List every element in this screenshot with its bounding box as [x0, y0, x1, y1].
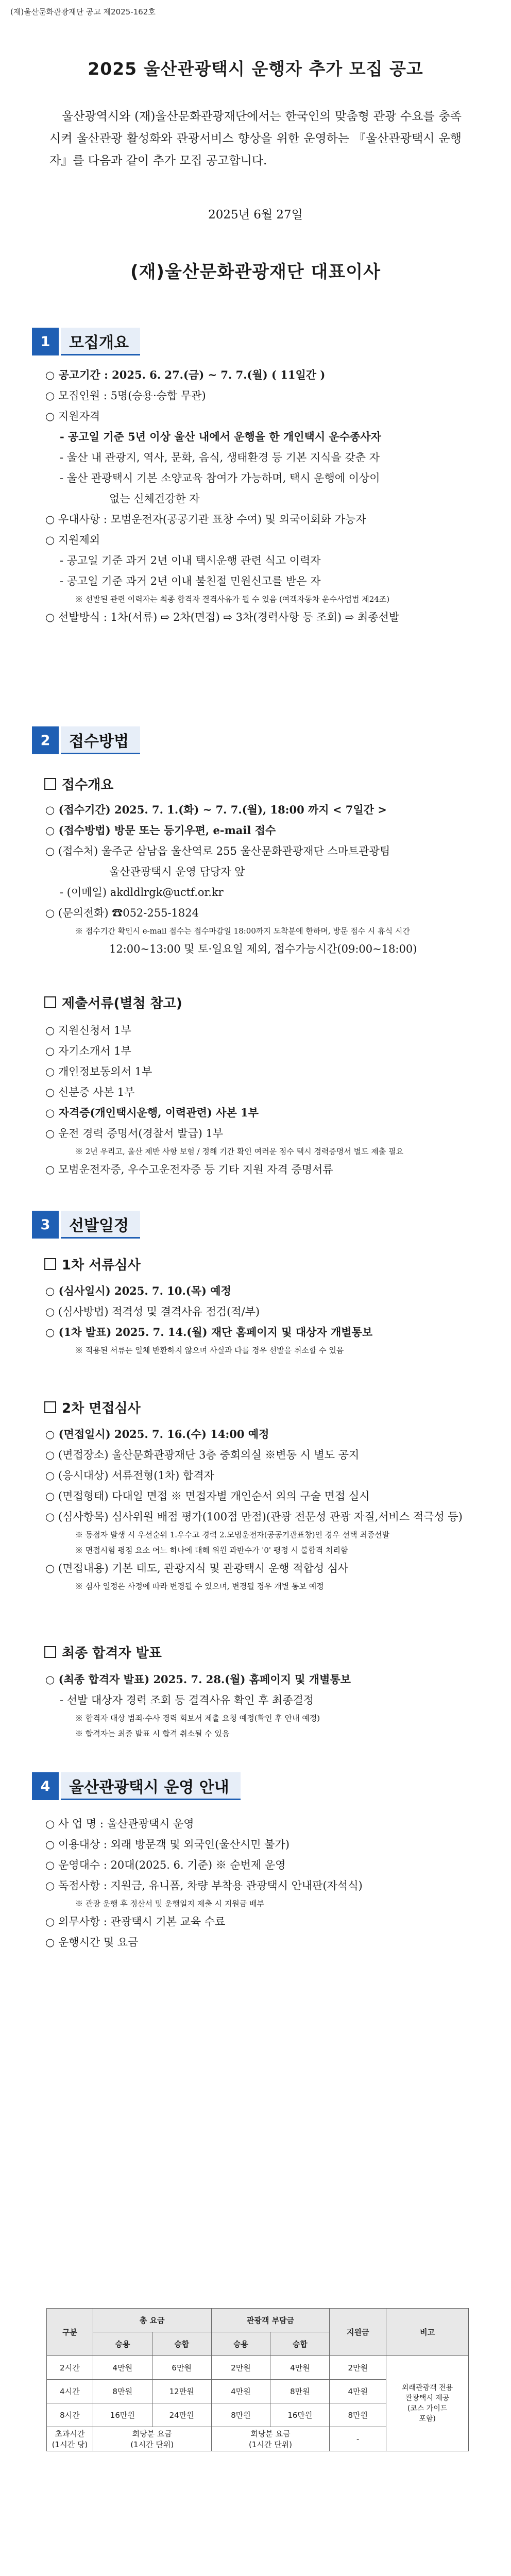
- intro-text: 울산광역시와 (재)울산문화관광재단에서는 한국인의 맞춤형 관광 수요를 충족시켜 울산관광 활성화와 관광서비스 향상을 위한 운영하는 『울산관광택시 운행자』를 다음과 같이 추가 모집 공고합니다.: [49, 110, 462, 167]
- subheading-receipt-overview: 접수개요: [62, 777, 114, 793]
- table-cell: -: [330, 2427, 386, 2451]
- fare-header-total: 총 요금: [93, 2309, 211, 2332]
- table-cell: 4만원: [211, 2380, 270, 2403]
- table-cell: 24만원: [152, 2403, 211, 2427]
- table-cell: 4만원: [330, 2380, 386, 2403]
- table-cell: 초과시간 (1시간 당): [47, 2427, 93, 2451]
- text-line: ※ 면접시험 평점 요소 어느 하나에 대해 위원 과반수가 '0' 평정 시 불합격 처리함: [75, 1546, 348, 1555]
- text-line: - 공고일 기준 5년 이상 울산 내에서 운행을 한 개인택시 운수종사자: [60, 430, 381, 443]
- fare-header-support: 지원금: [330, 2309, 386, 2356]
- section-number: 4: [32, 1772, 59, 1800]
- text-line: ※ 동점자 발생 시 우선순위 1.우수고 경력 2.모범운전자(공공기관표창)인 경우 선택 최종선발: [75, 1530, 390, 1539]
- section-4-body: [45, 1814, 468, 1953]
- section-number: 1: [32, 328, 59, 355]
- text-line: ※ 2년 우리고, 울산 제반 사항 보험 / 정해 기간 확인 여러운 점수 택시 경력증명서 별도 제출 필요: [75, 1147, 404, 1156]
- text-line: ○ 선발방식 : 1차(서류) ⇨ 2차(면접) ⇨ 3차(경력사항 등 조회) ⇨ 최종선발: [45, 611, 400, 623]
- table-cell: 8만원: [211, 2403, 270, 2427]
- text-line: ○ 운행시간 및 요금: [45, 1936, 139, 1948]
- text-line: 없는 신체건강한 자: [109, 493, 200, 505]
- organization-name: (재)울산문화관광재단 대표이사: [130, 262, 381, 282]
- table-cell: 8만원: [330, 2403, 386, 2427]
- text-line: ○ (응시대상) 서류전형(1차) 합격자: [45, 1469, 214, 1482]
- section-title: 모집개요: [61, 328, 140, 355]
- text-line: ○ (최종 합격자 발표) 2025. 7. 28.(월) 홈페이지 및 개별통보: [45, 1673, 351, 1686]
- text-line: 12:00~13:00 및 토·일요일 제외, 접수가능시간(09:00~18:00): [109, 943, 417, 955]
- checkbox-icon: [44, 1258, 56, 1270]
- text-line: ○ 자기소개서 1부: [45, 1045, 131, 1057]
- text-line: ○ (심사방법) 적격성 및 결격사유 점검(적/부): [45, 1306, 260, 1318]
- text-line: ○ (면접내용) 기본 태도, 관광지식 및 관광택시 운행 적합성 심사: [45, 1562, 349, 1574]
- fare-table: [46, 2308, 469, 2451]
- section-2-header: [32, 726, 140, 754]
- section-3-header: [32, 1211, 140, 1239]
- section-3-interview-body: [45, 1424, 468, 1594]
- text-line: - 울산 관광택시 기본 소양교육 참여가 가능하며, 택시 운행에 이상이: [60, 472, 380, 484]
- section-title: 접수방법: [61, 726, 140, 754]
- text-line: ○ 의무사항 : 관광택시 기본 교육 수료: [45, 1916, 226, 1928]
- text-line: ○ 사 업 명 : 울산관광택시 운영: [45, 1818, 194, 1830]
- announcement-date: 2025년 6월 27일: [208, 208, 303, 222]
- section-2-documents-body: [45, 1020, 468, 1180]
- fare-header-tourist-share: 관광객 부담금: [211, 2309, 330, 2332]
- text-line: ※ 적용된 서류는 일체 반환하지 않으며 사실과 다를 경우 선발을 취소할 수 있음: [75, 1346, 344, 1355]
- table-cell: 회당분 요금 (1시간 단위): [211, 2427, 330, 2451]
- table-cell: 회당분 요금 (1시간 단위): [93, 2427, 211, 2451]
- text-line: ○ (문의전화) ☎052-255-1824: [45, 907, 199, 919]
- fare-table-body: [47, 2356, 469, 2451]
- text-line: ※ 합격자 대상 범죄·수사 경력 회보서 제출 요청 예정(확인 후 안내 예정): [75, 1714, 320, 1723]
- subheading-interview: 2차 면접심사: [62, 1401, 141, 1416]
- text-line: - 선발 대상자 경력 조회 등 결격사유 확인 후 최종결정: [60, 1694, 314, 1706]
- header-note: (재)울산문화관광재단 공고 제2025-162호: [10, 7, 156, 16]
- intro-paragraph: [49, 106, 462, 172]
- text-line: ○ 운영대수 : 20대(2025. 6. 기준) ※ 순번제 운영: [45, 1859, 286, 1871]
- table-cell: 4만원: [270, 2356, 330, 2380]
- fare-header-van: 승합: [152, 2332, 211, 2356]
- text-line: ※ 선발된 관련 이력자는 최종 합격자 결격사유가 될 수 있음 (여객자동차 운수사업법 제24조): [75, 595, 390, 604]
- text-line: ○ (면접형태) 다대일 면접 ※ 면접자별 개인순서 외의 구술 면접 실시: [45, 1490, 370, 1502]
- subheading-final-announcement: 최종 합격자 발표: [62, 1646, 162, 1661]
- text-line: - 울산 내 관광지, 역사, 문화, 음식, 생태환경 등 기본 지식을 갖춘 자: [60, 451, 380, 464]
- table-row: [47, 2356, 469, 2380]
- text-line: ○ (접수방법) 방문 또는 등기우편, e-mail 접수: [45, 824, 276, 837]
- checkbox-icon: [44, 778, 56, 790]
- text-line: ○ (접수기간) 2025. 7. 1.(화) ~ 7. 7.(월), 18:00 까지 < 7일간 >: [45, 803, 387, 816]
- subheading-document-review: 1차 서류심사: [62, 1258, 141, 1273]
- text-line: ○ 운전 경력 증명서(경찰서 발급) 1부: [45, 1127, 224, 1140]
- text-line: ○ 모범운전자증, 우수고운전자증 등 기타 지원 자격 증명서류: [45, 1163, 333, 1176]
- text-line: 울산관광택시 운영 담당자 앞: [109, 866, 245, 878]
- fare-header-sedan: 승용: [211, 2332, 270, 2356]
- text-line: ※ 심사 일정은 사정에 따라 변경될 수 있으며, 변경될 경우 개별 통보 예정: [75, 1582, 324, 1591]
- text-line: ○ 지원자격: [45, 410, 100, 422]
- text-line: ○ 모집인원 : 5명(승용·승합 무관): [45, 389, 206, 402]
- table-cell: 16만원: [93, 2403, 152, 2427]
- text-line: ○ 공고기간 : 2025. 6. 27.(금) ~ 7. 7.(월) ( 11일간 ): [45, 368, 326, 381]
- checkbox-icon: [44, 1401, 56, 1413]
- text-line: - 공고일 기준 과거 2년 이내 불친절 민원신고를 받은 자: [60, 575, 321, 587]
- table-cell: 4시간: [47, 2380, 93, 2403]
- text-line: ○ 개인정보동의서 1부: [45, 1065, 152, 1078]
- section-3-review-body: [45, 1281, 468, 1358]
- table-cell: 8만원: [270, 2380, 330, 2403]
- text-line: - 공고일 기준 과거 2년 이내 택시운행 관련 식고 이력자: [60, 554, 321, 567]
- fare-header-sedan: 승용: [93, 2332, 152, 2356]
- text-line: ○ (심사일시) 2025. 7. 10.(목) 예정: [45, 1284, 231, 1297]
- table-cell: 2만원: [330, 2356, 386, 2380]
- text-line: ○ (1차 발표) 2025. 7. 14.(월) 재단 홈페이지 및 대상자 개별통보: [45, 1326, 373, 1338]
- section-title: 울산관광택시 운영 안내: [61, 1772, 241, 1800]
- text-line: ○ 독점사항 : 지원금, 유니폼, 차량 부착용 관광택시 안내판(자석식): [45, 1879, 363, 1892]
- fare-header-note: 비고: [386, 2309, 469, 2356]
- text-line: ○ (심사항목) 심사위원 배점 평가(100점 만점)(관광 전문성 관광 자질,서비스 적극성 등): [45, 1511, 463, 1523]
- table-cell: 2시간: [47, 2356, 93, 2380]
- text-line: ○ (면접장소) 울산문화관광재단 3층 중회의실 ※변동 시 별도 공지: [45, 1449, 360, 1461]
- text-line: ○ 자격증(개인택시운행, 이력관련) 사본 1부: [45, 1106, 259, 1119]
- table-cell: 12만원: [152, 2380, 211, 2403]
- fare-header-type: 구분: [47, 2309, 93, 2356]
- text-line: ○ 지원제외: [45, 534, 100, 546]
- section-title: 선발일정: [61, 1211, 140, 1239]
- fare-header-van: 승합: [270, 2332, 330, 2356]
- table-cell: 16만원: [270, 2403, 330, 2427]
- checkbox-icon: [44, 1646, 56, 1658]
- section-1-header: [32, 328, 140, 355]
- section-3-final-body: [45, 1669, 468, 1741]
- text-line: ○ (접수처) 울주군 삼남읍 울산역로 255 울산문화관광재단 스마트관광팀: [45, 845, 390, 857]
- text-line: ○ 이용대상 : 외래 방문객 및 외국인(울산시민 불가): [45, 1838, 289, 1851]
- text-line: - (이메일) akdldlrgk@uctf.or.kr: [60, 886, 224, 899]
- table-cell: 4만원: [93, 2356, 152, 2380]
- table-cell: 외래관광객 전용 관광택시 제공 (코스 가이드 포함): [386, 2356, 469, 2451]
- subheading-documents: 제출서류(별첨 참고): [62, 996, 182, 1011]
- section-4-header: [32, 1772, 241, 1800]
- table-cell: 2만원: [211, 2356, 270, 2380]
- table-cell: 8만원: [93, 2380, 152, 2403]
- table-cell: 8시간: [47, 2403, 93, 2427]
- text-line: ○ (면접일시) 2025. 7. 16.(수) 14:00 예정: [45, 1428, 269, 1440]
- text-line: ※ 합격자는 최종 발표 시 합격 취소될 수 있음: [75, 1729, 230, 1738]
- text-line: ※ 접수기간 확인시 e-mail 접수는 접수마감일 18:00까지 도착분에 한하며, 방문 접수 시 휴식 시간: [75, 926, 410, 936]
- section-2-overview-body: [45, 800, 468, 959]
- page-title: 2025 울산관광택시 운행자 추가 모집 공고: [88, 59, 423, 79]
- section-number: 3: [32, 1211, 59, 1239]
- table-cell: 6만원: [152, 2356, 211, 2380]
- text-line: ○ 신분증 사본 1부: [45, 1086, 135, 1098]
- section-1-body: [45, 365, 468, 628]
- text-line: ※ 관광 운행 후 정산서 및 운행일지 제출 시 지원금 배부: [75, 1899, 264, 1908]
- text-line: ○ 우대사항 : 모범운전자(공공기관 표창 수여) 및 외국어회화 가능자: [45, 513, 366, 526]
- checkbox-icon: [44, 996, 56, 1008]
- text-line: ○ 지원신청서 1부: [45, 1024, 131, 1037]
- section-number: 2: [32, 726, 59, 754]
